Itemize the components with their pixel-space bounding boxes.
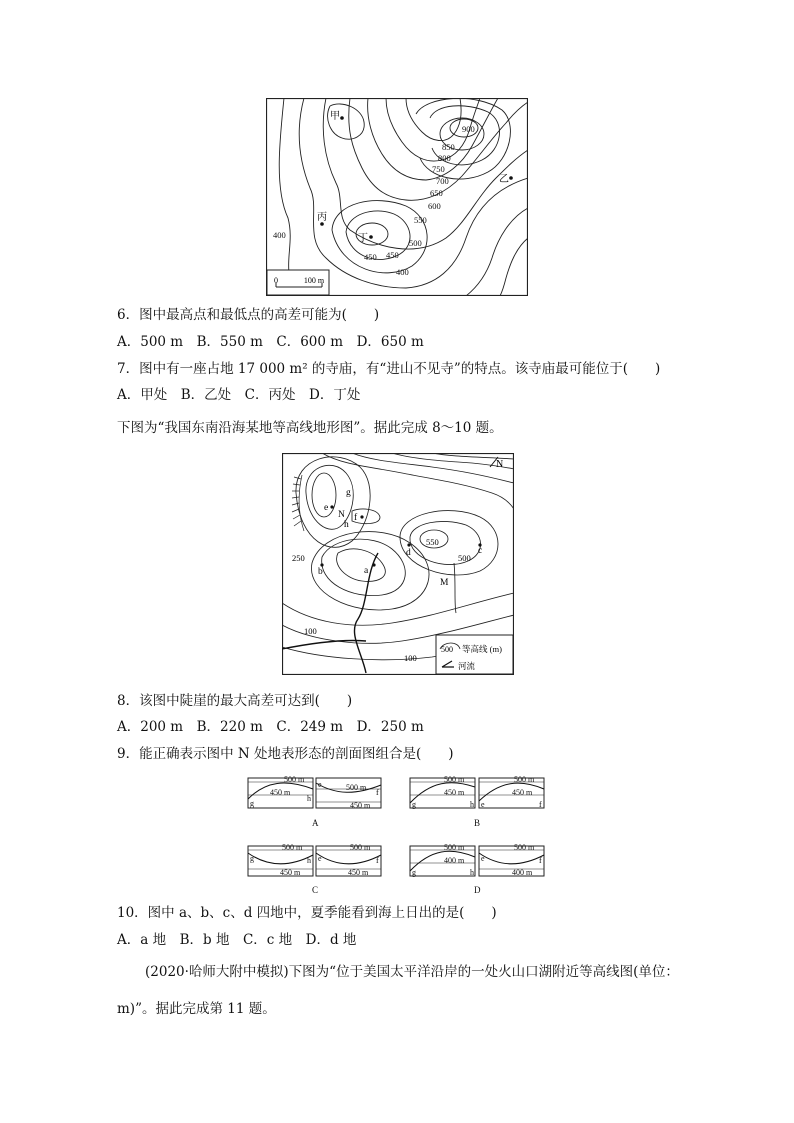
point-label-g: g <box>346 488 351 498</box>
contour-label-750: 750 <box>432 164 445 174</box>
svg-text:f: f <box>539 856 542 865</box>
question-6: 6．图中最高点和最低点的高差可能为( ) <box>117 307 380 323</box>
profile-option-c <box>248 843 381 895</box>
contour-label-250: 250 <box>292 553 305 563</box>
svg-text:400 m: 400 m <box>512 868 533 877</box>
contour-label-900: 900 <box>462 124 475 134</box>
svg-text:500 m: 500 m <box>284 775 305 784</box>
svg-text:450 m: 450 m <box>348 868 369 877</box>
contour-label-100-b: 100 <box>404 653 417 663</box>
svg-text:500 m: 500 m <box>282 843 303 852</box>
svg-text:e: e <box>481 800 485 809</box>
svg-text:450 m: 450 m <box>350 801 371 810</box>
contour-map-2 <box>282 453 514 675</box>
point-label-f: f <box>354 513 358 523</box>
svg-text:f: f <box>376 788 379 797</box>
question-10-options: A．a 地 B．b 地 C．c 地 D．d 地 <box>117 932 357 948</box>
profile-option-a <box>248 775 381 828</box>
svg-text:500 m: 500 m <box>350 843 371 852</box>
svg-text:h: h <box>470 800 474 809</box>
contour-label-850: 850 <box>442 142 455 152</box>
contour-label-550: 550 <box>414 215 427 225</box>
point-label-h: h <box>344 520 349 530</box>
contour-label-450-a: 450 <box>364 252 377 262</box>
map-legend <box>436 635 513 674</box>
point-label-e: e <box>324 503 329 513</box>
legend-contour-label: 等高线 (m) <box>462 644 502 654</box>
svg-text:g: g <box>250 854 254 863</box>
svg-text:500 m: 500 m <box>514 843 535 852</box>
legend-contour-sample: 500 <box>441 645 453 654</box>
place-label-yi: 乙 <box>499 174 509 185</box>
profile-option-b <box>410 775 544 828</box>
contour-label-500: 500 <box>458 553 471 563</box>
point-label-c: c <box>478 546 483 556</box>
point-label-a: a <box>364 566 369 576</box>
place-label-ding: 丁 <box>358 233 368 244</box>
svg-text:450 m: 450 m <box>280 868 301 877</box>
svg-text:500 m: 500 m <box>444 775 465 784</box>
place-label-bing: 丙 <box>317 212 327 223</box>
svg-text:g: g <box>412 800 416 809</box>
svg-text:500 m: 500 m <box>514 775 535 784</box>
question-10: 10．图中 a、b、c、d 四地中，夏季能看到海上日出的是( ) <box>117 905 497 921</box>
svg-text:g: g <box>412 868 416 877</box>
contour-label-650: 650 <box>430 188 443 198</box>
intro-11-line1: (2020·哈师大附中模拟)下图为“位于美国太平洋沿岸的一处火山口湖附近等高线图(单位： <box>145 964 679 980</box>
svg-text:h: h <box>307 794 311 803</box>
point-label-d: d <box>406 548 411 558</box>
point-label-n: N <box>338 510 345 520</box>
svg-text:e: e <box>481 854 485 863</box>
contour-map-1 <box>266 98 528 296</box>
question-9: 9．能正确表示图中 N 处地表形态的剖面图组合是( ) <box>117 746 454 762</box>
svg-text:500 m: 500 m <box>346 783 367 792</box>
scale-length: 100 m <box>303 276 325 285</box>
svg-text:450 m: 450 m <box>512 788 533 797</box>
profile-label-c: C <box>312 885 319 895</box>
svg-text:500 m: 500 m <box>444 843 465 852</box>
svg-text:f: f <box>539 800 542 809</box>
contour-label-600: 600 <box>428 201 441 211</box>
point-label-b: b <box>318 567 323 577</box>
north-label: N <box>496 459 504 470</box>
contour-label-100-a: 100 <box>304 626 317 636</box>
question-8: 8．该图中陡崖的最大高差可达到( ) <box>117 693 353 709</box>
profile-options <box>246 773 546 895</box>
svg-text:400 m: 400 m <box>444 856 465 865</box>
svg-text:f: f <box>376 856 379 865</box>
question-7: 7．图中有一座占地 17 000 m² 的寺庙，有“进山不见寺”的特点。该寺庙最可能位于( ) <box>117 361 661 377</box>
svg-text:450 m: 450 m <box>270 788 291 797</box>
profile-label-a: A <box>312 818 319 828</box>
point-label-m: M <box>440 578 449 588</box>
question-6-options: A．500 m B．550 m C．600 m D．650 m <box>117 334 424 350</box>
scale-zero: 0 <box>274 276 278 285</box>
place-label-jia: 甲 <box>330 111 340 122</box>
svg-text:e: e <box>318 854 322 863</box>
svg-text:450 m: 450 m <box>444 788 465 797</box>
contour-label-450-b: 450 <box>386 250 399 260</box>
question-8-options: A．200 m B．220 m C．249 m D．250 m <box>117 719 424 735</box>
profile-option-d <box>410 843 544 895</box>
svg-text:e: e <box>318 780 322 789</box>
svg-text:g: g <box>250 799 254 808</box>
contour-label-800: 800 <box>438 153 451 163</box>
contour-label-550: 550 <box>426 537 439 547</box>
contour-label-400-a: 400 <box>273 230 286 240</box>
intro-8-10: 下图为“我国东南沿海某地等高线地形图”。据此完成 8～10 题。 <box>117 420 503 436</box>
contour-label-700: 700 <box>436 176 449 186</box>
intro-11-line2: m)”。据此完成第 11 题。 <box>117 1001 276 1017</box>
contour-label-400-b: 400 <box>396 267 409 277</box>
question-7-options: A．甲处 B．乙处 C．丙处 D．丁处 <box>117 387 361 403</box>
svg-text:h: h <box>307 856 311 865</box>
legend-river-label: 河流 <box>458 661 476 671</box>
profile-label-b: B <box>474 818 481 828</box>
profile-label-d: D <box>474 885 481 895</box>
svg-text:h: h <box>470 868 474 877</box>
contour-label-500: 500 <box>409 238 422 248</box>
